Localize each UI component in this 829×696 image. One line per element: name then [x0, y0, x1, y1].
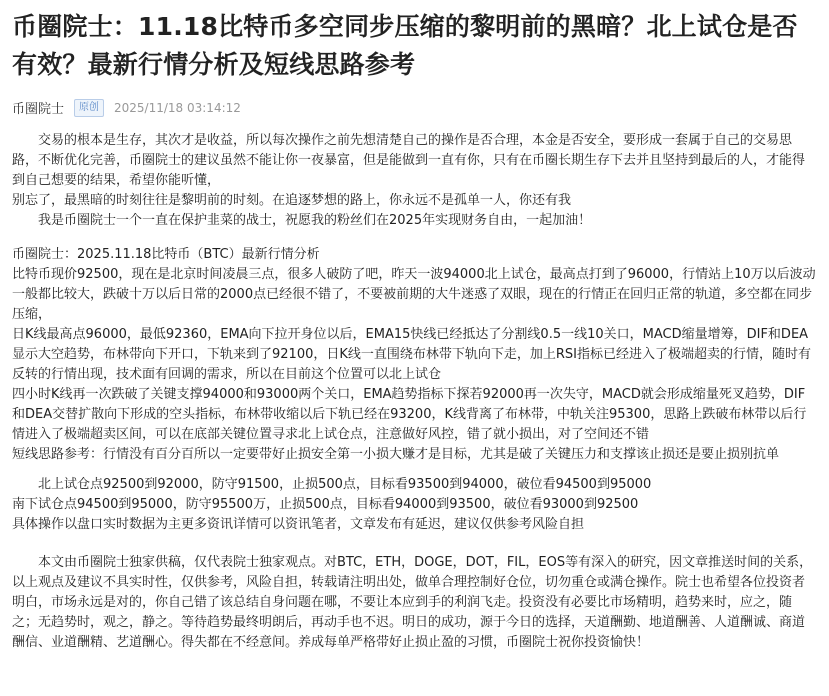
article-title: 币圈院士：11.18比特币多空同步压缩的黎明前的黑暗？北上试仓是否有效？最新行情分析及短线思路参考 — [12, 12, 798, 79]
analysis-paragraph: 日K线最高点96000，最低92360，EMA向下拉开身位以后，EMA15快线已经抵达了分割线0.5一线10关口，MACD缩量增筹，DIF和DEA显示大空趋势，布林带向下开口，下轨来到了92100，日K线一直围绕布林带下轨向下走，加上RSI指标已经进入了极端超卖的行情，随时有反转的行情出现，技术面有回调的需求，所以在目前这个位置可以北上试仓 — [12, 327, 811, 382]
analysis-title: 币圈院士：2025.11.18比特币（BTC）最新行情分析 — [12, 247, 320, 262]
publish-timestamp: 2025/11/18 03:14:12 — [114, 100, 241, 115]
article-meta — [12, 98, 817, 117]
strategy-line: 南下试仓点94500到95000，防守95500万，止损500点，目标看94000到93500，破位看93000到92500 — [12, 497, 639, 512]
intro-paragraph: 别忘了，最黑暗的时刻往往是黎明前的时刻。在追逐梦想的路上，你永远不是孤单一人，你还有我 — [12, 193, 572, 208]
analysis-paragraph: 比特币现价92500，现在是北京时间凌晨三点，很多人破防了吧，昨天一波94000北上试仓，最高点打到了96000，行情站上10万以后波动一般都比较大，跌破十万以后日常的2000点已经很不错了，不要被前期的大牛迷惑了双眼，现在的行情正在回归正常的轨道，多空都在同步压缩， — [12, 267, 816, 322]
analysis-paragraph: 四小时K线再一次跌破了关键支撑94000和93000两个关口，EMA趋势指标下探若92000再一次失守，MACD就会形成缩量死叉趋势，DIF和DEA交替扩散向下形成的空头指标，布林带收缩以后下轨已经在93200，K线背离了布林带，中轨关注95300，思路上跌破布林带以后行情进入了极端超卖区间，可以在底部关键位置寻求北上试仓点，注意做好风控，错了就小损出，对了空间还不错 — [12, 387, 807, 442]
closing-spacer — [12, 535, 817, 553]
section-spacer — [12, 231, 817, 245]
strategy-spacer — [12, 465, 817, 475]
strategy-line: 具体操作以盘口实时数据为主更多资讯详情可以资讯笔者，文章发布有延迟，建议仅供参考风险自担 — [12, 517, 585, 532]
closing-paragraph: 本文由币圈院士独家供稿，仅代表院士独家观点。对BTC，ETH，DOGE，DOT，FIL，EOS等有深入的研究，因文章推送时间的关系，以上观点及建议不具实时性，仅供参考，风险自担，转载请注明出处，做单合理控制好仓位，切勿重仓或满仓操作。院士也希望各位投资者明白，市场永远是对的，你自己错了该总结自身问题在哪，不要让本应到手的利润飞走。投资没有必要比市场精明，趋势来时，应之，随之；无趋势时，观之，静之。等待趋势最终明朗后，再动手也不迟。明日的成功，源于今日的选择，天道酬勤、地道酬善、人道酬诚、商道酬信、业道酬精、艺道酬心。得失都在不经意间。养成每单严格带好止损止盈的习惯，币圈院士祝你投资愉快！ — [12, 555, 813, 650]
article-body — [12, 131, 817, 653]
original-badge: 原创 — [74, 99, 104, 117]
strategy-line: 北上试仓点92500到92000，防守91500，止损500点，目标看93500到94000，破位看94500到95000 — [38, 477, 652, 492]
author-name[interactable]: 币圈院士 — [12, 102, 65, 117]
intro-paragraph: 交易的根本是生存，其次才是收益，所以每次操作之前先想清楚自己的操作是否合理，本金是否安全，要形成一套属于自己的交易思路，不断优化完善，币圈院士的建议虽然不能让你一夜暴富，但是能做到一直有你，只有在币圈长期生存下去并且坚持到最后的人，才能得到自己想要的结果，希望你能听懂， — [12, 133, 806, 188]
intro-paragraph: 我是币圈院士一个一直在保护韭菜的战士，祝愿我的粉丝们在2025年实现财务自由，一起加油！ — [38, 213, 592, 228]
analysis-paragraph: 短线思路参考：行情没有百分百所以一定要带好止损安全第一小损大赚才是目标，尤其是破了关键压力和支撑该止损还是要止损别抗单 — [12, 447, 780, 462]
